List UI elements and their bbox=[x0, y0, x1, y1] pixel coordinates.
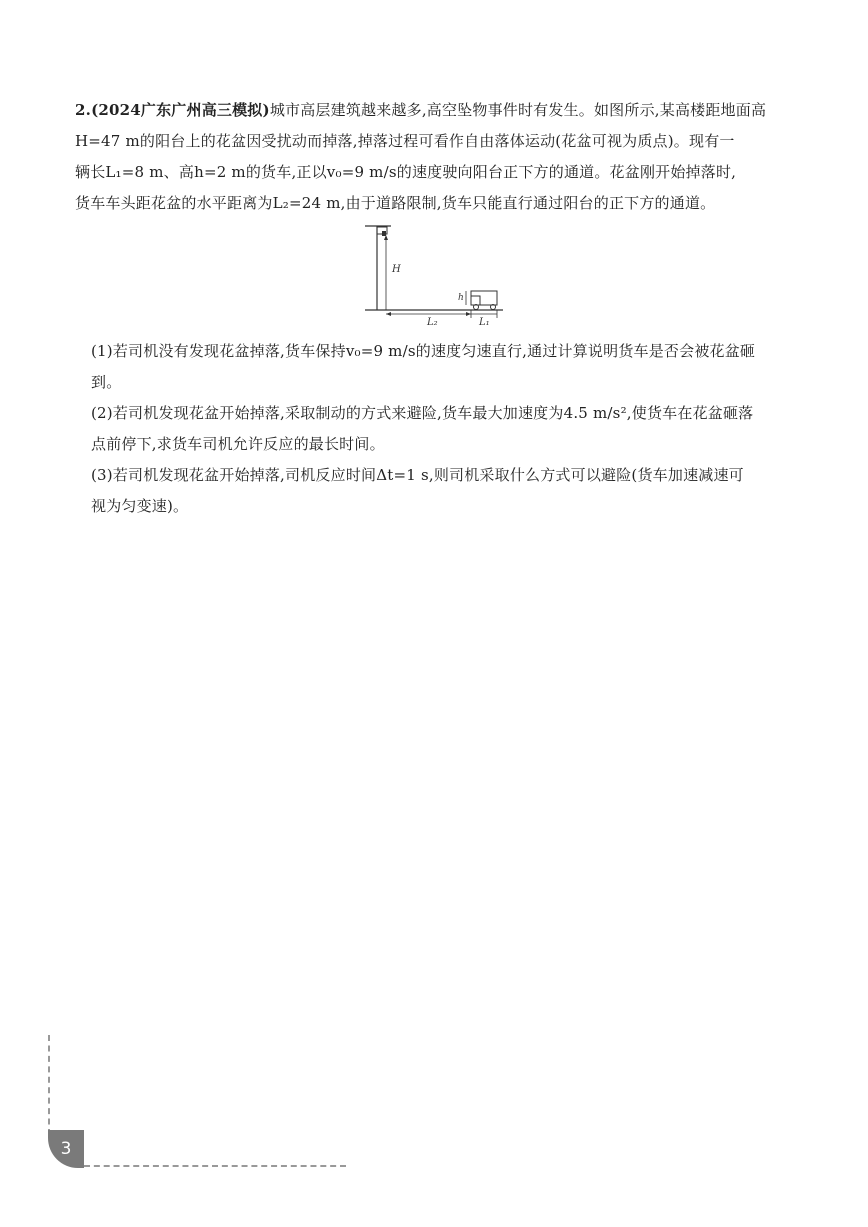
stem-line-1 bbox=[75, 95, 810, 126]
margin-dashed-horizontal bbox=[84, 1165, 346, 1167]
problem-number: 2. bbox=[75, 101, 92, 119]
question-2-line-1: (2)若司机发现花盆开始掉落,采取制动的方式来避险,货车最大加速度为4.5 m/s²,使货车在花盆砸落 bbox=[91, 404, 754, 422]
problem-stem bbox=[75, 95, 810, 219]
truck-body bbox=[471, 291, 497, 305]
flower-pot bbox=[382, 231, 386, 236]
L2-arrow-right bbox=[466, 312, 471, 316]
margin-dashed-vertical bbox=[48, 1035, 50, 1135]
building-truck-diagram bbox=[355, 222, 515, 332]
question-1-line-1: (1)若司机没有发现花盆掉落,货车保持v₀=9 m/s的速度匀速直行,通过计算说明货车是否会被花盆砸 bbox=[91, 342, 756, 360]
question-2-line-2: 点前停下,求货车司机允许反应的最长时间。 bbox=[91, 435, 385, 453]
question-3-line-1: (3)若司机发现花盆开始掉落,司机反应时间Δt=1 s,则司机采取什么方式可以避险(货车加速减速可 bbox=[91, 466, 744, 484]
stem-line-4: 货车车头距花盆的水平距离为L₂=24 m,由于道路限制,货车只能直行通过阳台的正下方的通道。 bbox=[75, 194, 716, 212]
page-number-tab bbox=[48, 1130, 84, 1168]
L2-arrow-left bbox=[386, 312, 391, 316]
stem-line-2: H=47 m的阳台上的花盆因受扰动而掉落,掉落过程可看作自由落体运动(花盆可视为质点)。现有一 bbox=[75, 132, 735, 150]
question-3-line-2: 视为匀变速)。 bbox=[91, 497, 189, 515]
problem-source: (2024广东广州高三模拟) bbox=[91, 101, 270, 119]
truck-cab bbox=[471, 296, 480, 305]
label-h: h bbox=[458, 293, 464, 303]
problem-figure bbox=[355, 222, 515, 332]
stem-line-3: 辆长L₁=8 m、高h=2 m的货车,正以v₀=9 m/s的速度驶向阳台正下方的通道。花盆刚开始掉落时, bbox=[75, 163, 737, 181]
page-number: 3 bbox=[60, 1139, 72, 1159]
label-H: H bbox=[392, 264, 401, 275]
sub-questions bbox=[91, 336, 811, 522]
label-L1: L₁ bbox=[479, 317, 490, 328]
label-L2: L₂ bbox=[427, 317, 438, 328]
question-1-line-2: 到。 bbox=[91, 373, 122, 391]
stem-text-1: 城市高层建筑越来越多,高空坠物事件时有发生。如图所示,某高楼距地面高 bbox=[269, 101, 767, 119]
